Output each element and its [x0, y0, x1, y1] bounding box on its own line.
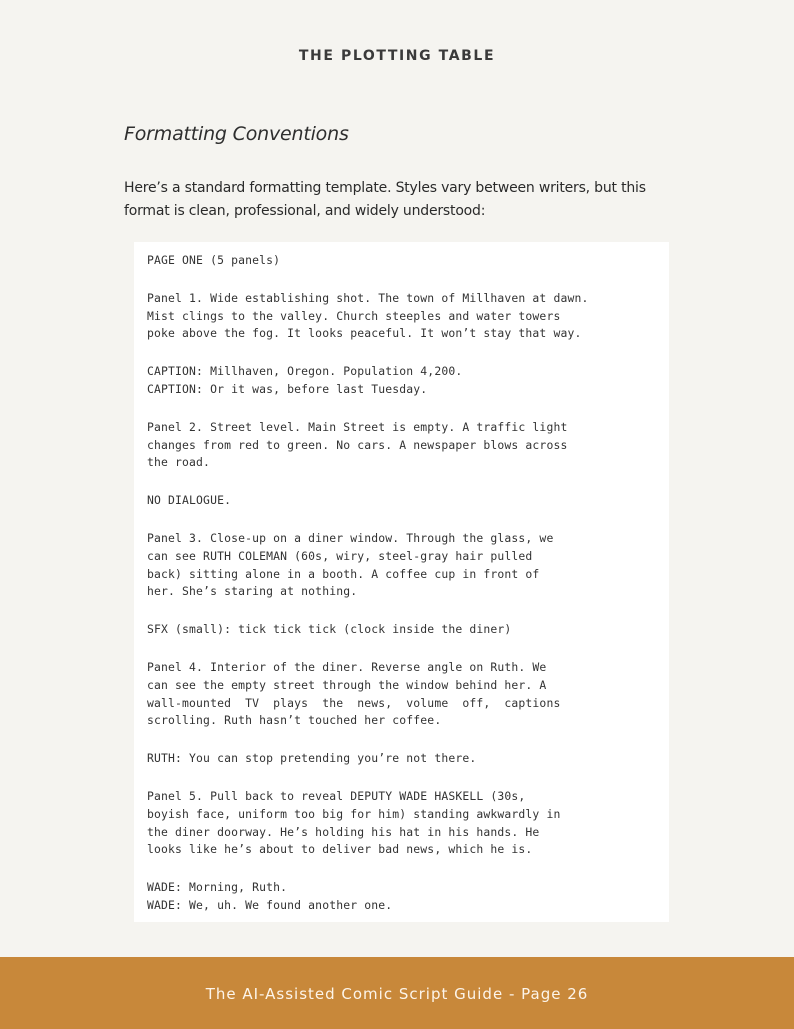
script-line: looks like he’s about to deliver bad news, which he is. [147, 842, 533, 857]
script-block [147, 363, 659, 399]
script-line: poke above the fog. It looks peaceful. It won’t stay that way. [147, 326, 582, 341]
script-line: wall-mounted TV plays the news, volume off, captions [147, 695, 561, 710]
script-block [147, 290, 659, 343]
script-line: PAGE ONE (5 panels) [147, 253, 281, 267]
intro-line: format is clean, professional, and widely understood: [124, 203, 486, 219]
script-block [147, 879, 659, 915]
intro-paragraph [124, 177, 654, 223]
script-line: can see the empty street through the window behind her. A [147, 677, 547, 692]
script-line: back) sitting alone in a booth. A coffee cup in front of [147, 566, 540, 581]
script-line: Mist clings to the valley. Church steeples and water towers [147, 308, 561, 323]
script-line: WADE: Morning, Ruth. [147, 880, 288, 895]
script-block [147, 419, 659, 472]
script-line: CAPTION: Or it was, before last Tuesday. [147, 381, 428, 396]
script-line: scrolling. Ruth hasn’t touched her coffee. [147, 713, 442, 728]
script-line: her. She’s staring at nothing. [147, 584, 358, 599]
script-line: Panel 5. Pull back to reveal DEPUTY WADE HASKELL (30s, [147, 788, 526, 803]
script-block [147, 492, 659, 510]
script-line: Panel 1. Wide establishing shot. The town of Millhaven at dawn. [147, 290, 589, 305]
footer-band [0, 957, 794, 1029]
script-line: NO DIALOGUE. [147, 493, 232, 508]
script-line: the road. [147, 455, 211, 470]
footer-page-label: The AI-Assisted Comic Script Guide - Page 26 [205, 985, 589, 1003]
script-line: the diner doorway. He’s holding his hat in his hands. He [147, 824, 540, 839]
script-block [147, 252, 659, 270]
script-sample-box [134, 242, 669, 922]
script-line: RUTH: You can stop pretending you’re not there. [147, 751, 477, 766]
script-line: SFX (small): tick tick tick (clock inside the diner) [147, 622, 512, 637]
page-header-title: THE PLOTTING TABLE [298, 48, 496, 64]
script-line: boyish face, uniform too big for him) standing awkwardly in [147, 806, 561, 821]
script-line: CAPTION: Millhaven, Oregon. Population 4,200. [147, 364, 463, 379]
script-line: Panel 3. Close-up on a diner window. Through the glass, we [147, 530, 554, 545]
script-line: can see RUTH COLEMAN (60s, wiry, steel-gray hair pulled [147, 548, 533, 563]
intro-line: Here’s a standard formatting template. Styles vary between writers, but this [124, 180, 646, 196]
script-line: Panel 2. Street level. Main Street is empty. A traffic light [147, 419, 568, 434]
script-line: Panel 4. Interior of the diner. Reverse angle on Ruth. We [147, 659, 547, 674]
script-block [147, 750, 659, 768]
section-heading: Formatting Conventions [124, 123, 349, 145]
script-block [147, 621, 659, 639]
script-block [147, 530, 659, 601]
script-block [147, 659, 659, 730]
script-line: changes from red to green. No cars. A newspaper blows across [147, 437, 568, 452]
script-line: WADE: We, uh. We found another one. [147, 897, 393, 912]
script-block [147, 788, 659, 859]
